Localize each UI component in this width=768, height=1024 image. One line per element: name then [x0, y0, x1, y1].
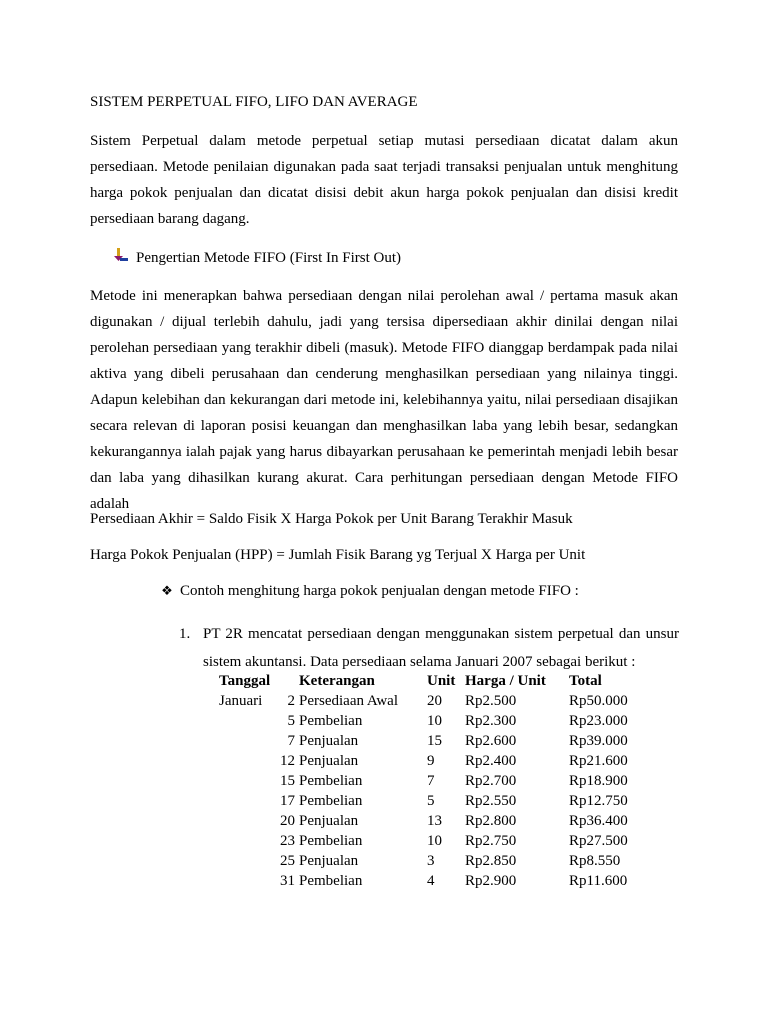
header-unit: Unit: [427, 673, 456, 689]
inventory-table: [216, 671, 659, 891]
intro-paragraph: Sistem Perpetual dalam metode perpetual setiap mutasi persediaan dicatat dalam akun persediaan. Metode penilaian digunakan pada saat terjadi transaksi penjualan untuk menghitung harga pokok penjualan dan dicatat disisi debit akun harga pokok penjualan dan disisi kredit persediaan barang dagang.: [90, 133, 678, 227]
day-cell: 31: [280, 873, 295, 889]
total-cell: Rp50.000: [569, 693, 628, 709]
price-cell: Rp2.600: [465, 733, 517, 749]
total-cell: Rp23.000: [569, 713, 628, 729]
table-row: [216, 851, 659, 871]
price-cell: Rp2.850: [465, 853, 517, 869]
description-cell: Pembelian: [299, 833, 363, 849]
example-heading-item: [160, 582, 579, 600]
table-row: [216, 711, 659, 731]
document-title: SISTEM PERPETUAL FIFO, LIFO DAN AVERAGE: [90, 94, 418, 110]
total-cell: Rp8.550: [569, 853, 621, 869]
price-cell: Rp2.400: [465, 753, 517, 769]
unit-cell: 5: [427, 793, 435, 809]
unit-cell: 15: [427, 733, 442, 749]
price-cell: Rp2.300: [465, 713, 517, 729]
table-row: [216, 791, 659, 811]
header-date: Tanggal: [219, 673, 271, 689]
unit-cell: 9: [427, 753, 435, 769]
header-total: Total: [569, 673, 602, 689]
total-cell: Rp11.600: [569, 873, 628, 889]
unit-cell: 20: [427, 693, 442, 709]
description-cell: Penjualan: [299, 853, 359, 869]
table-header-row: [216, 671, 659, 691]
unit-cell: 7: [427, 773, 435, 789]
diamond-bullet-icon: ❖: [161, 583, 173, 598]
price-cell: Rp2.550: [465, 793, 517, 809]
description-cell: Pembelian: [299, 713, 363, 729]
table-row: [216, 731, 659, 751]
unit-cell: 4: [427, 873, 435, 889]
description-cell: Penjualan: [299, 753, 359, 769]
day-cell: 23: [280, 833, 295, 849]
price-cell: Rp2.750: [465, 833, 517, 849]
unit-cell: 13: [427, 813, 442, 829]
day-cell: 17: [280, 793, 295, 809]
table-row: [216, 771, 659, 791]
unit-cell: 3: [427, 853, 435, 869]
day-cell: 7: [287, 733, 295, 749]
description-cell: Penjualan: [299, 733, 359, 749]
header-description: Keterangan: [299, 673, 375, 689]
formula-ending-inventory: Persediaan Akhir = Saldo Fisik X Harga Pokok per Unit Barang Terakhir Masuk: [90, 511, 573, 527]
description-cell: Pembelian: [299, 773, 363, 789]
price-cell: Rp2.800: [465, 813, 517, 829]
header-price: Harga / Unit: [465, 673, 546, 689]
table-row: [216, 831, 659, 851]
unit-cell: 10: [427, 833, 442, 849]
day-cell: 2: [287, 693, 295, 709]
numbered-example-item: [179, 620, 679, 676]
total-cell: Rp18.900: [569, 773, 628, 789]
total-cell: Rp27.500: [569, 833, 628, 849]
table-row: [216, 691, 659, 711]
total-cell: Rp36.400: [569, 813, 628, 829]
table-row: [216, 871, 659, 891]
total-cell: Rp21.600: [569, 753, 628, 769]
day-cell: 12: [280, 753, 295, 769]
arrow-bullet-icon: [112, 248, 128, 264]
fifo-paragraph: Metode ini menerapkan bahwa persediaan dengan nilai perolehan awal / pertama masuk akan digunakan / dijual terlebih dahulu, jadi yang tersisa dipersediaan akhir dinilai dengan nilai perolehan persediaan yang terakhir dibeli (masuk). Metode FIFO dianggap berdampak pada nilai aktiva yang dibeli perusahaan dan cenderung menghasilkan persediaan yang nilainya tinggi. Adapun kelebihan dan kekurangan dari metode ini, kelebihannya yaitu, nilai persediaan disajikan secara relevan di laporan posisi keuangan dan menghasilkan laba yang lebih besar, sedangkan kekurangannya ialah pajak yang harus dibayarkan perusahaan ke pemerintah menjadi lebih besar dan laba yang dihasilkan kurang akurat. Cara perhitungan persediaan dengan Metode FIFO adalah: [90, 288, 678, 512]
description-cell: Pembelian: [299, 873, 363, 889]
day-cell: 5: [287, 713, 295, 729]
price-cell: Rp2.700: [465, 773, 517, 789]
day-cell: 25: [280, 853, 295, 869]
formula-hpp: Harga Pokok Penjualan (HPP) = Jumlah Fisik Barang yg Terjual X Harga per Unit: [90, 547, 586, 563]
price-cell: Rp2.900: [465, 873, 517, 889]
description-cell: Persediaan Awal: [299, 693, 399, 709]
price-cell: Rp2.500: [465, 693, 517, 709]
day-cell: 20: [280, 813, 295, 829]
fifo-heading-text: Pengertian Metode FIFO (First In First Out): [136, 250, 401, 266]
month-cell: Januari: [219, 693, 263, 709]
example-text: PT 2R mencatat persediaan dengan menggunakan sistem perpetual dan unsur sistem akuntansi. Data persediaan selama Januari 2007 sebagai berikut :: [203, 626, 679, 670]
example-heading-text: Contoh menghitung harga pokok penjualan dengan metode FIFO :: [180, 583, 579, 599]
fifo-heading-item: [112, 248, 401, 267]
list-number: 1.: [179, 626, 191, 642]
table-row: [216, 751, 659, 771]
day-cell: 15: [280, 773, 295, 789]
description-cell: Penjualan: [299, 813, 359, 829]
unit-cell: 10: [427, 713, 442, 729]
description-cell: Pembelian: [299, 793, 363, 809]
table-row: [216, 811, 659, 831]
total-cell: Rp12.750: [569, 793, 628, 809]
total-cell: Rp39.000: [569, 733, 628, 749]
